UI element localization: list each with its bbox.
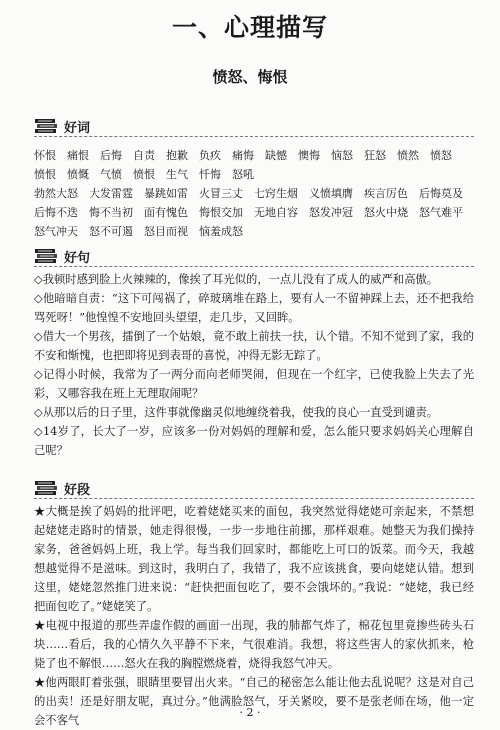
word: 怒发冲冠 — [309, 205, 353, 219]
word: 怒吼 — [232, 167, 254, 181]
word: 悔恨交加 — [199, 205, 243, 219]
book-stack-icon — [34, 480, 58, 496]
word: 义愤填膺 — [309, 186, 353, 200]
word: 缺憾 — [265, 148, 287, 162]
word-list — [34, 145, 484, 240]
sentences-header — [34, 246, 90, 266]
word: 悔不当初 — [89, 205, 133, 219]
word: 面有愧色 — [144, 205, 188, 219]
word: 恼怒 — [331, 148, 353, 162]
word: 愤怒 — [430, 148, 452, 162]
paragraphs-header-label: 好段 — [64, 482, 91, 498]
divider — [34, 136, 474, 137]
sentence: ◇14岁了，长大了一岁，应该多一份对妈妈的理解和爱，怎么能只要求妈妈关心理解自己呢？ — [34, 425, 474, 457]
book-stack-icon — [34, 248, 58, 264]
paragraph: ★他两眼盯着张强，眼睛里要冒出火来。“自己的秘密怎么能让他去乱说呢？这是对自己的出卖！还是好朋友呢，真过分。”他满脸怒气，牙关紧咬，要不是张老师在场，他一定会不客气 — [34, 676, 474, 727]
word: 怒不可遏 — [89, 224, 133, 238]
word-row — [34, 164, 484, 183]
sentence: ◇他暗暗自责：“这下可闯祸了，碎玻璃堆在路上，要有人一不留神踩上去，还不把我给骂死呀！”他惶惶不安地回头望望，走几步，又回眸。 — [34, 292, 474, 324]
word: 怒目而视 — [144, 224, 188, 238]
sentence: ◇记得小时候，我常为了一两分而向老师哭闹，但现在一个红字，已使我脸上失去了光彩，又哪容我在班上无理取闹呢？ — [34, 368, 474, 400]
chapter-title: 一、心理描写 — [171, 13, 328, 42]
word: 怀恨 — [34, 148, 56, 162]
book-stack-icon — [34, 118, 58, 134]
word: 后悔莫及 — [419, 186, 463, 200]
word-row — [34, 183, 484, 202]
word: 愤恨 — [34, 167, 56, 181]
word: 负疚 — [199, 148, 221, 162]
sentence-list — [34, 270, 474, 460]
word: 痛恨 — [67, 148, 89, 162]
word: 火冒三丈 — [199, 186, 243, 200]
word: 无地自容 — [254, 205, 298, 219]
word: 自责 — [133, 148, 155, 162]
sentence: ◇我顿时感到脸上火辣辣的，像挨了耳光似的，一点儿没有了成人的威严和高傲。 — [34, 273, 439, 286]
word: 勃然大怒 — [34, 186, 78, 200]
word: 愤恨 — [133, 167, 155, 181]
word: 后悔 — [100, 148, 122, 162]
word-row — [34, 145, 484, 164]
word: 恼羞成怒 — [199, 224, 243, 238]
word: 暴跳如雷 — [144, 186, 188, 200]
word: 大发雷霆 — [89, 186, 133, 200]
divider — [34, 266, 474, 267]
word: 痛悔 — [232, 148, 254, 162]
section-title: 愤怒、悔恨 — [212, 68, 288, 86]
word: 气愤 — [100, 167, 122, 181]
paragraph: ★电视中报道的那些弄虚作假的画面一出现，我的肺都气炸了，棉花包里竟掺些砖头石块……看后，我的心情久久平静不下来，气很难消。我想，将这些害人的家伙抓来，枪毙了也不解恨……怒火在我的胸膛燃烧着，烧得我怒气冲天。 — [34, 619, 474, 670]
word: 怒气难平 — [419, 205, 463, 219]
word: 狂怒 — [364, 148, 386, 162]
word: 后悔不迭 — [34, 205, 78, 219]
sentence: ◇借大一个男孩，擂倒了一个姑娘，竟不敢上前扶一扶，认个错。不知不觉到了家，我的不安和惭愧，也把即将见到表哥的喜悦，冲得无影无踪了。 — [34, 330, 474, 362]
page-number: · 2 · — [239, 706, 261, 719]
word: 怒气冲天 — [34, 224, 78, 238]
paragraphs-header — [34, 478, 90, 498]
sentence: ◇从那以后的日子里，这件事就像幽灵似地缠绕着我，使我的良心一直受到谴责。 — [34, 406, 439, 419]
word: 七窍生烟 — [254, 186, 298, 200]
words-header — [34, 116, 90, 136]
word: 生气 — [166, 167, 188, 181]
word: 愤慨 — [67, 167, 89, 181]
word-row — [34, 221, 484, 240]
word: 抱歉 — [166, 148, 188, 162]
word: 忏悔 — [199, 167, 221, 181]
paragraph-list — [34, 502, 474, 730]
words-header-label: 好词 — [64, 120, 91, 136]
word: 愤然 — [397, 148, 419, 162]
sentences-header-label: 好句 — [64, 250, 91, 266]
word: 怒火中烧 — [364, 205, 408, 219]
word: 懊悔 — [298, 148, 320, 162]
divider — [34, 498, 474, 499]
paragraph: ★大概是挨了妈妈的批评吧，吃着姥姥买来的面包，我突然觉得姥姥可亲起来，不禁想起姥姥走路时的情景，她走得很慢，一步一步地往前挪，那样艰难。她整天为我们操持家务，爸爸妈妈上班，我上学。每当我们回家时，都能吃上可口的饭菜。而今天，我越想越觉得不是滋味。到这时，我明白了，我错了，我不应该挑食，要向姥姥认错。想到这里，姥姥忽然推门进来说：“赶快把面包吃了，要不会饿坏的。”我说：“姥姥，我已经把面包吃了。”姥姥笑了。 — [34, 505, 474, 613]
word-row — [34, 202, 484, 221]
word: 疾言厉色 — [364, 186, 408, 200]
